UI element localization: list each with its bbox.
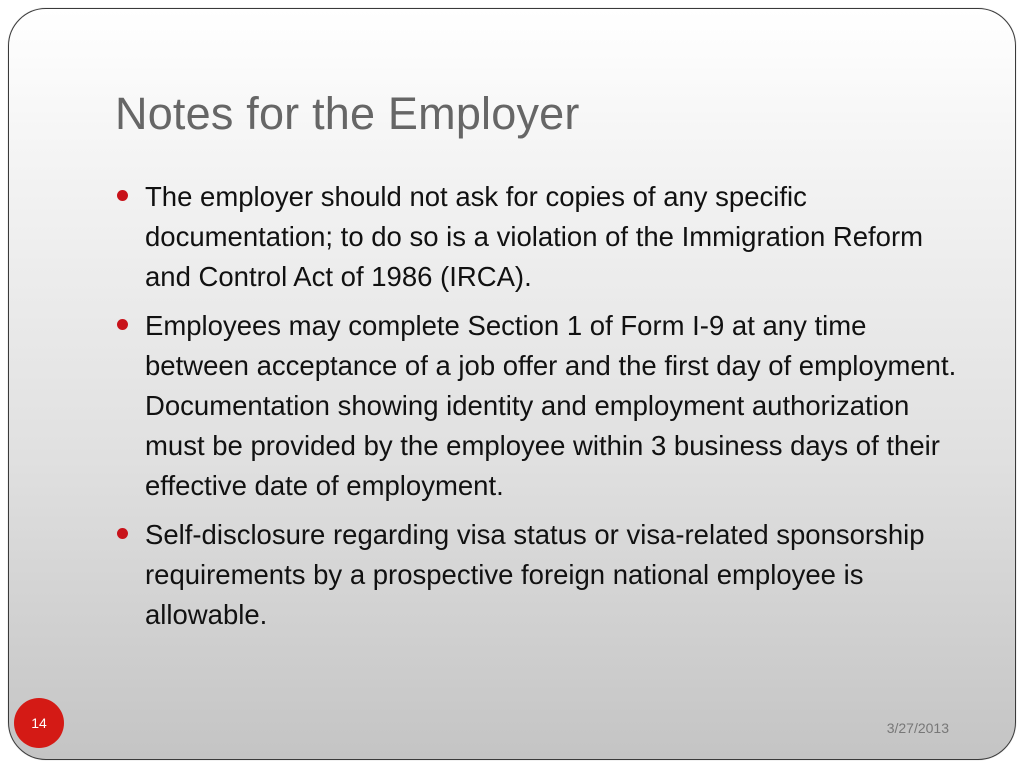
- bullet-item: [117, 177, 967, 297]
- bullet-text: Self-disclosure regarding visa status or visa-related sponsorship requirements by a prospective foreign national employee is allowable.: [145, 519, 925, 630]
- bullet-list: [117, 177, 972, 644]
- slide-title: Notes for the Employer: [115, 88, 580, 139]
- bullet-dot-icon: [117, 319, 128, 330]
- slide-date: 3/27/2013: [886, 720, 949, 736]
- bullet-text: The employer should not ask for copies of any specific documentation; to do so is a violation of the Immigration Reform and Control Act of 1986 (IRCA).: [145, 181, 924, 292]
- slide-number-badge: 14: [14, 698, 64, 748]
- bullet-item: [117, 306, 972, 506]
- bullet-dot-icon: [117, 528, 128, 539]
- bullet-item: [117, 515, 967, 635]
- bullet-dot-icon: [117, 190, 128, 201]
- bullet-text: Employees may complete Section 1 of Form I-9 at any time between acceptance of a job offer and the first day of employment. Documentation showing identity and employment authorization must be provided by the employee within 3 business days of their effective date of employment.: [145, 310, 972, 501]
- slide: [8, 8, 1016, 760]
